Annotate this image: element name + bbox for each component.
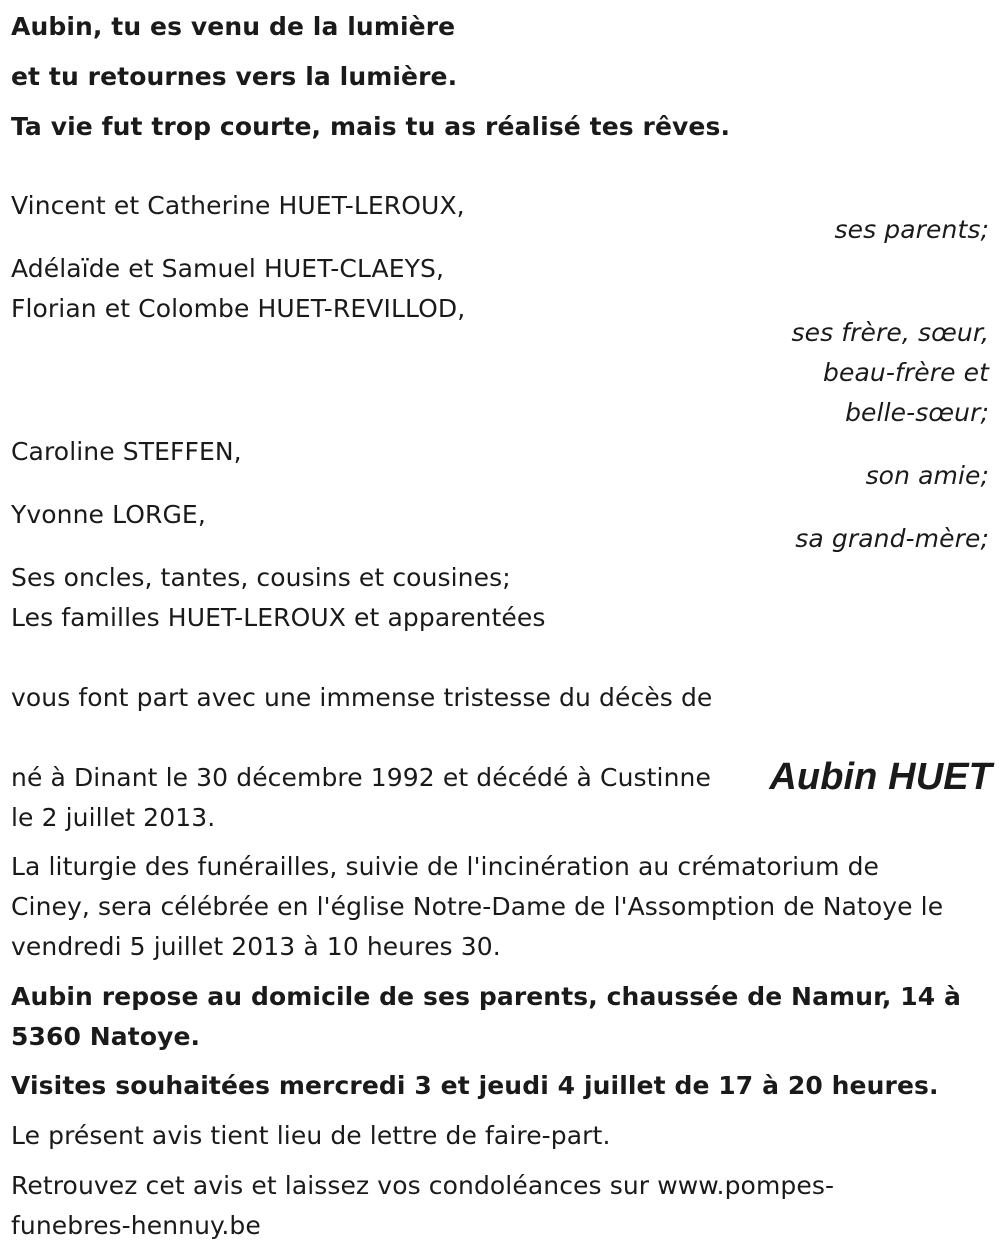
announcement-intro: vous font part avec une immense tristesse du décès de bbox=[11, 683, 713, 712]
siblings-name-1: Adélaïde et Samuel HUET-CLAEYS, bbox=[11, 254, 445, 283]
rest-line-2: 5360 Natoye. bbox=[11, 1022, 201, 1051]
epitaph-line-3: Ta vie fut trop courte, mais tu as réalisé tes rêves. bbox=[11, 112, 731, 141]
ceremony-line-2: Ciney, sera célébrée en l'église Notre-Dame de l'Assomption de Natoye le bbox=[11, 892, 944, 921]
siblings-role-1: ses frère, sœur, bbox=[791, 318, 989, 347]
parents-role: ses parents; bbox=[834, 215, 989, 244]
siblings-role-3: belle-sœur; bbox=[845, 398, 989, 427]
siblings-name-2: Florian et Colombe HUET-REVILLOD, bbox=[11, 294, 466, 323]
siblings-role-2: beau-frère et bbox=[823, 358, 989, 387]
grandmother-name: Yvonne LORGE, bbox=[11, 500, 206, 529]
notice-line: Le présent avis tient lieu de lettre de faire-part. bbox=[11, 1121, 611, 1150]
friend-name: Caroline STEFFEN, bbox=[11, 437, 242, 466]
grandmother-role: sa grand-mère; bbox=[795, 524, 989, 553]
relatives-line-1: Ses oncles, tantes, cousins et cousines; bbox=[11, 563, 511, 592]
ceremony-line-3: vendredi 5 juillet 2013 à 10 heures 30. bbox=[11, 932, 501, 961]
birth-death-line-2: le 2 juillet 2013. bbox=[11, 803, 216, 832]
epitaph-line-2: et tu retournes vers la lumière. bbox=[11, 62, 458, 91]
ceremony-line-1: La liturgie des funérailles, suivie de l'incinération au crématorium de bbox=[11, 852, 880, 881]
visits-line: Visites souhaitées mercredi 3 et jeudi 4 juillet de 17 à 20 heures. bbox=[11, 1071, 939, 1100]
relatives-line-2: Les familles HUET-LEROUX et apparentées bbox=[11, 603, 546, 632]
epitaph-line-1: Aubin, tu es venu de la lumière bbox=[11, 12, 456, 41]
website-line-1: Retrouvez cet avis et laissez vos condoléances sur www.pompes- bbox=[11, 1171, 835, 1200]
website-line-2: funebres-hennuy.be bbox=[11, 1211, 261, 1240]
friend-role: son amie; bbox=[865, 461, 989, 490]
deceased-name: Aubin HUET bbox=[769, 756, 992, 798]
parents-names: Vincent et Catherine HUET-LEROUX, bbox=[11, 191, 465, 220]
rest-line-1: Aubin repose au domicile de ses parents, chaussée de Namur, 14 à bbox=[11, 982, 962, 1011]
birth-death-line-1: né à Dinant le 30 décembre 1992 et décédé à Custinne bbox=[11, 763, 711, 792]
